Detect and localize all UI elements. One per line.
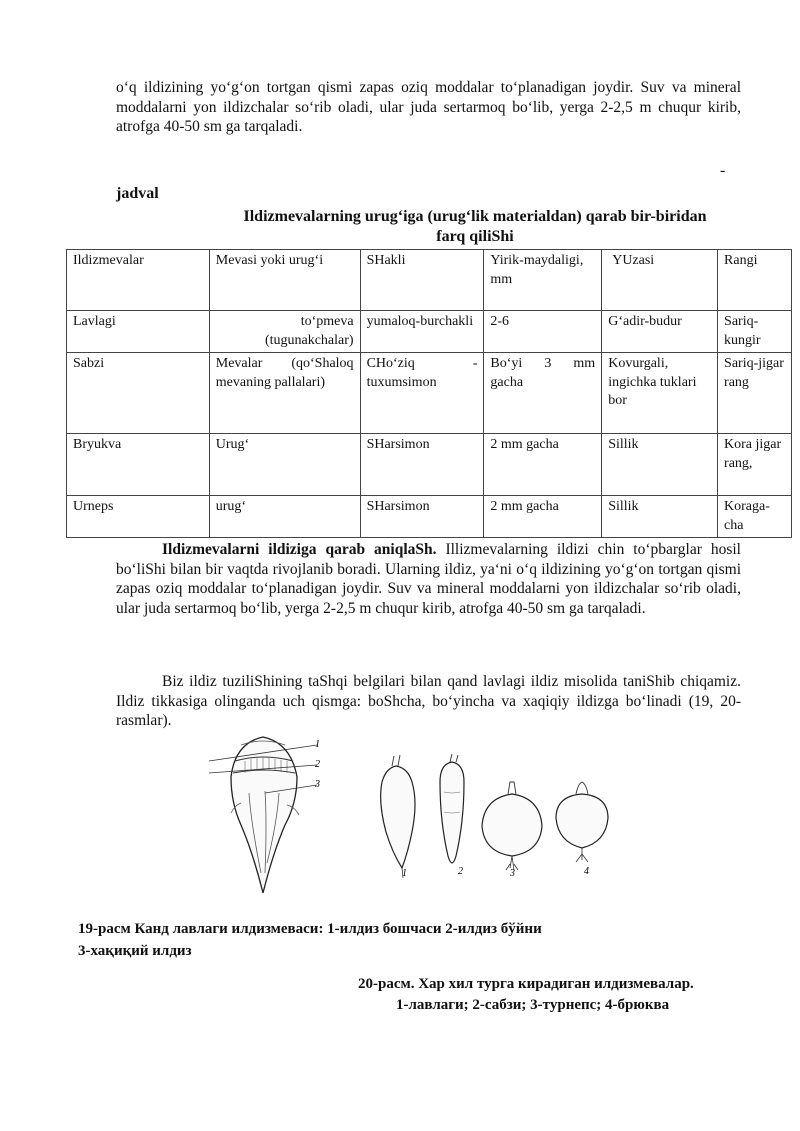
figure20-caption-line2: 1-лавлаги; 2-сабзи; 3-турнепс; 4-брюква bbox=[396, 997, 670, 1013]
table-cell: urug‘ bbox=[209, 496, 360, 538]
header-cell: Rangi bbox=[718, 250, 792, 311]
header-cell: Yirik-maydaligi, mm bbox=[484, 250, 602, 311]
table-cell: Sabzi bbox=[67, 353, 210, 434]
second-paragraph: Biz ildiz tuziliShining taShqi belgilari bilan qand lavlagi ildiz misolida taniShib chiqamiz. Ildiz tikkasiga olinganda uch qismga: boShcha, bo‘yincha va xaqiqiy ildizga bo‘linadi (19, 20-rasmlar). bbox=[116, 673, 741, 730]
table-cell: 2 mm gacha bbox=[484, 434, 602, 496]
header-cell: YUzasi bbox=[602, 250, 718, 311]
section-text: Illizmevalarning ildizi chin to‘pbarglar hosil bo‘liShi bilan bir vaqtda rivojlanib boradi. Ularning ildiz, ya‘ni o‘q ildizining yo‘g‘on tortgan qismi zapas oziq moddalar to‘planadigan joydir. Suv va mineral moddalarni yon ildizchalar so‘rib oladi, ular juda sertarmoq bo‘lib, yerga 2-2,5 m chuqur kirib, atrofga 40-50 sm ga tarqaladi. bbox=[116, 541, 741, 617]
header-cell: Mevasi yoki urug‘i bbox=[209, 250, 360, 311]
figure19-caption-line2: 3-хақиқий илдиз bbox=[78, 943, 192, 959]
fig19-label: 1 bbox=[315, 739, 320, 750]
table-cell bbox=[209, 311, 360, 353]
dash-mark: - bbox=[720, 162, 726, 179]
table-header-row bbox=[67, 250, 792, 311]
table-cell: Sariq-jigar rang bbox=[718, 353, 792, 434]
table-title bbox=[116, 207, 800, 247]
sugar-beet-figure bbox=[205, 733, 325, 903]
fig20-label: 1 bbox=[402, 868, 407, 879]
table-cell: Urneps bbox=[67, 496, 210, 538]
table-cell: Urug‘ bbox=[209, 434, 360, 496]
table-cell: Kovurgali, ingichka tuklari bor bbox=[602, 353, 718, 434]
figure19-caption-line1: 19-расм Канд лавлаги илдизмеваси: 1-илдиз бошчаси 2-илдиз бўйни bbox=[78, 921, 542, 937]
fig19-label: 2 bbox=[315, 759, 320, 770]
table-cell: Kora jigar rang, bbox=[718, 434, 792, 496]
table-cell: Bo‘yi 3 mm gacha bbox=[484, 353, 602, 434]
table-cell: SHarsimon bbox=[360, 496, 484, 538]
fig20-label: 2 bbox=[458, 866, 463, 877]
section-heading: Ildizmevalarni ildiziga qarab aniqlaSh. bbox=[162, 541, 437, 558]
header-cell: Ildizmevalar bbox=[67, 250, 210, 311]
section-paragraph bbox=[116, 540, 741, 618]
table-cell: Sariq-kungir bbox=[718, 311, 792, 353]
fig20-label: 3 bbox=[510, 868, 515, 879]
table-label: jadval bbox=[116, 185, 159, 202]
top-paragraph: o‘q ildizining yo‘g‘on tortgan qismi zapas oziq moddalar to‘planadigan joydir. Suv va mineral moddalarni yon ildizchalar so‘rib oladi, ular juda sertarmoq bo‘lib, yerga 2-2,5 m chuqur kirib, atrofga 40-50 sm ga tarqaladi. bbox=[116, 79, 741, 136]
cell-part: to‘pmeva (tugunakchalar) bbox=[264, 314, 354, 348]
table-cell: Bryukva bbox=[67, 434, 210, 496]
table-cell: Sillik bbox=[602, 496, 718, 538]
fig20-label: 4 bbox=[584, 866, 589, 877]
table-row bbox=[67, 434, 792, 496]
table-row bbox=[67, 353, 792, 434]
table-row bbox=[67, 496, 792, 538]
table-cell: Koraga-cha bbox=[718, 496, 792, 538]
table-title-line1: Ildizmevalarning urug‘iga (urug‘lik materialdan) qarab bir-biridan bbox=[243, 208, 707, 225]
table-cell: yumaloq-burchakli bbox=[360, 311, 484, 353]
table-row bbox=[67, 311, 792, 353]
table-cell: SHarsimon bbox=[360, 434, 484, 496]
table-cell: G‘adir-budur bbox=[602, 311, 718, 353]
comparison-table bbox=[66, 249, 792, 538]
root-crops-figure bbox=[372, 752, 622, 880]
table-cell: CHo‘ziq - tuxumsimon bbox=[360, 353, 484, 434]
figure20-caption-line1: 20-расм. Хар хил турга кирадиган илдизмевалар. bbox=[358, 976, 694, 992]
header-cell: SHakli bbox=[360, 250, 484, 311]
table-cell: 2-6 bbox=[484, 311, 602, 353]
table-cell: Lavlagi bbox=[67, 311, 210, 353]
table-cell: Sillik bbox=[602, 434, 718, 496]
fig19-label: 3 bbox=[315, 779, 320, 790]
table-title-line2: farq qiliShi bbox=[436, 228, 514, 245]
table-cell: Mevalar (qo‘Shaloq mevaning pallalari) bbox=[209, 353, 360, 434]
table-cell: 2 mm gacha bbox=[484, 496, 602, 538]
